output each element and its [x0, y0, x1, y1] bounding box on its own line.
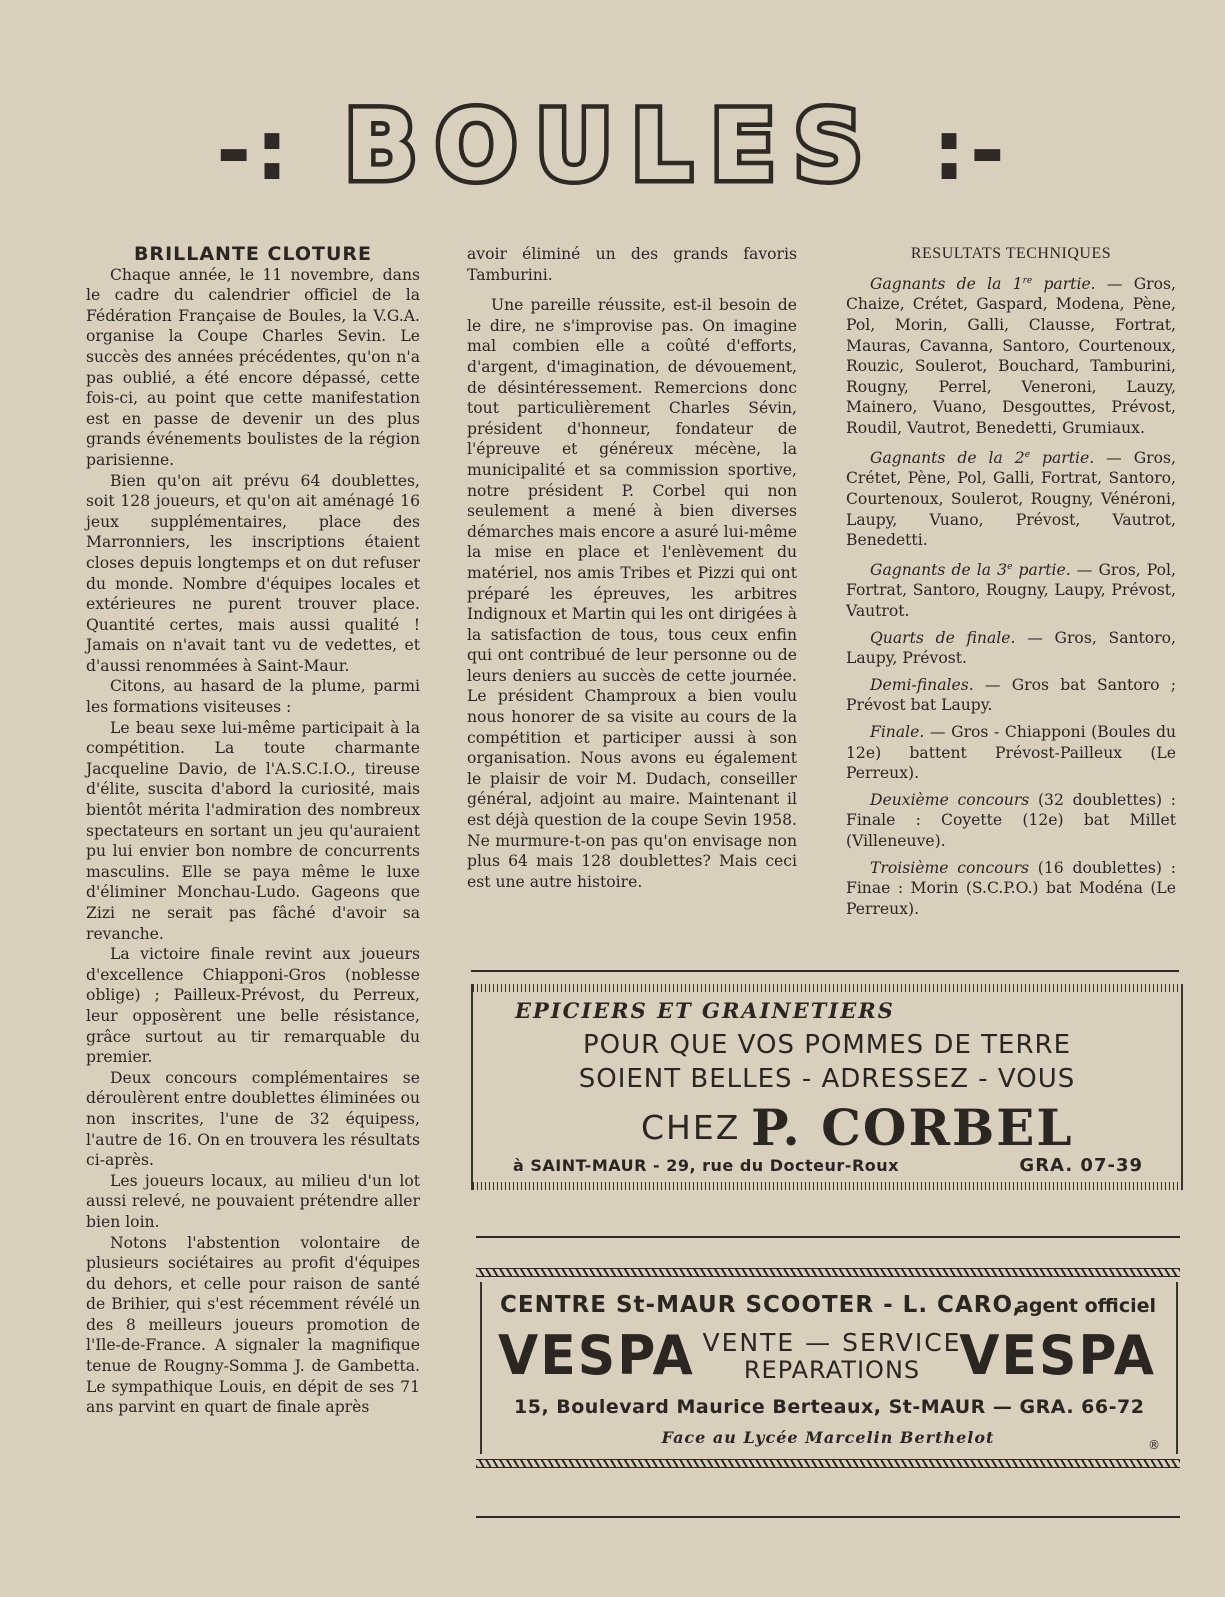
result-entry: Gagnants de la 1re partie. — Gros, Chaize, Crétet, Gaspard, Modena, Pène, Pol, Morin, Galli, Clausse, Fortrat, Mauras, Cavanna, Santoro, Courtenoux, Rouzic, Soulerot, Bouchard, Tamburini, Rougny, Perrel, Veneroni, Lauzy, Mainero, Vuano, Desgouttes, Prévost, Roudil, Vautrot, Benedetti, Grumiaux.	[846, 274, 1176, 437]
ad-services: VENTE — SERVICE	[702, 1328, 962, 1357]
ad-line: SOIENT BELLES - ADRESSEZ - VOUS	[578, 1064, 1076, 1094]
article-paragraph: Deux concours complémentaires se déroulèrent entre doublettes éliminées ou non inscrites, l'une de 32 équipess, l'autre de 16. On en trouvera les résultats ci-après.	[86, 1068, 420, 1170]
vespa-logo-left: VESPA	[498, 1324, 695, 1388]
ad-address: 15, Boulevard Maurice Berteaux, St-MAUR — GRA. 66-72	[514, 1396, 1145, 1418]
article-column-2	[467, 244, 797, 892]
masthead-decoration-right: :-	[932, 101, 1009, 199]
ad-shop-name: P. CORBEL	[751, 1098, 1074, 1157]
results-column	[846, 244, 1176, 919]
ad-border-top	[473, 984, 1181, 992]
ad-agent: agent officiel	[1016, 1295, 1156, 1317]
result-entry: Finale. — Gros - Chiapponi (Boules du 12e) battent Prévost-Pailleux (Le Perreux).	[846, 723, 1176, 783]
result-entry: Deuxième concours (32 doublettes) : Finale : Coyette (12e) bat Millet (Villeneuve).	[846, 790, 1176, 850]
masthead-decoration-left: -:	[216, 101, 293, 199]
ad-braid-border-top	[476, 1268, 1180, 1277]
divider-rule	[471, 970, 1179, 972]
ad-title: EPICIERS ET GRAINETIERS	[515, 998, 895, 1023]
article-paragraph: La victoire finale revint aux joueurs d'excellence Chiapponi-Gros (noblesse oblige) ; Pailleux-Prévost, du Perreux, leur opposèrent une belle résistance, grâce surtout au tir remarquable du premier.	[86, 945, 420, 1067]
article-paragraph: Notons l'abstention volontaire de plusieurs sociétaires au profit d'équipes du dehors, et celle pour raison de santé de Brihier, qui s'est récemment révélé un des 8 meilleurs joueurs promotion de l'Ile-de-France. A signaler la magnifique tenue de Rougny-Somma J. de Gambetta. Le sympathique Louis, en dépit de ses 71 ans parvint en quart de finale après	[86, 1233, 420, 1417]
divider-rule	[476, 1516, 1180, 1518]
result-entry: Gagnants de la 2e partie. — Gros, Crétet, Pène, Pol, Galli, Fortrat, Santoro, Courtenoux, Soulerot, Rougny, Vénéroni, Laupy, Vuano, Prévost, Vautrot, Benedetti.	[846, 448, 1176, 550]
ad-services: REPARATIONS	[743, 1356, 921, 1384]
article-paragraph: Le beau sexe lui-même participait à la compétition. La toute charmante Jacqueline Davio, de l'A.S.C.I.O., tireuse d'élite, suscita d'abord la curiosité, mais bientôt mérita l'admiration des nombreux spectateurs en sortant un jeu qu'auraient pu lui envier bon nombre de concurrents masculins. Elle se paya même le luxe d'éliminer Monchau-Ludo. Gageons que Zizi ne serait pas fâché d'avoir sa revanche.	[86, 718, 420, 943]
ad-location-note: Face au Lycée Marcelin Berthelot	[661, 1428, 995, 1447]
ad-phone: GRA. 07-39	[1019, 1155, 1143, 1176]
registered-mark: ®	[1148, 1438, 1160, 1452]
corbel-advertisement	[471, 984, 1183, 1190]
article-paragraph: avoir éliminé un des grands favoris Tamburini.	[467, 245, 797, 284]
result-entry: Demi-finales. — Gros bat Santoro ; Prévost bat Laupy.	[846, 675, 1176, 715]
divider-rule	[476, 1236, 1180, 1238]
article-paragraph: Citons, au hasard de la plume, parmi les formations visiteuses :	[86, 677, 420, 717]
article-paragraph: Les joueurs locaux, au milieu d'un lot aussi relevé, ne pouvaient prétendre aller bien loin.	[86, 1171, 420, 1231]
article-heading: BRILLANTE CLOTURE	[133, 243, 373, 265]
article-paragraph: Chaque année, le 11 novembre, dans le cadre du calendrier officiel de la Fédération Française de Boules, la V.G.A. organise la Coupe Charles Sevin. Le succès des années précédentes, qu'on n'a pas oublié, a été encore dépassé, cette fois-ci, au point que cette manifestation est en passe de devenir un des plus grands événements boulistes de la région parisienne.	[86, 265, 420, 469]
vespa-advertisement	[476, 1268, 1180, 1468]
results-heading: RESULTATS TECHNIQUES	[910, 245, 1112, 262]
ad-border-bottom	[473, 1182, 1181, 1190]
article-paragraph: Bien qu'on ait prévu 64 doublettes, soit 128 joueurs, et qu'on ait aménagé 16 jeux supplémentaires, place des Marronniers, les inscriptions étaient closes depuis longtemps et on dut refuser du monde. Nombre d'équipes locales et extérieures ne purent trouver place. Quantité certes, mais aussi qualité ! Jamais on n'avait tant vu de vedettes, et d'aussi renommées à Saint-Maur.	[86, 471, 420, 675]
result-entry: Gagnants de la 3e partie. — Gros, Pol, Fortrat, Santoro, Rougny, Laupy, Prévost, Vautrot.	[846, 560, 1176, 621]
masthead	[0, 90, 1225, 202]
ad-braid-border-bottom	[476, 1459, 1180, 1468]
ad-address: à SAINT-MAUR - 29, rue du Docteur-Roux	[513, 1156, 899, 1175]
article-column-1	[86, 244, 420, 1418]
ad-chez: CHEZ	[641, 1108, 741, 1147]
result-entry: Troisième concours (16 doublettes) : Finae : Morin (S.C.P.O.) bat Modéna (Le Perreux).	[846, 858, 1176, 918]
vespa-logo-right: VESPA	[959, 1324, 1156, 1388]
result-entry: Quarts de finale. — Gros, Santoro, Laupy, Prévost.	[846, 628, 1176, 668]
ad-headline: CENTRE St-MAUR SCOOTER - L. CARO,	[500, 1292, 1023, 1318]
ad-line: POUR QUE VOS POMMES DE TERRE	[582, 1030, 1072, 1060]
article-paragraph: Une pareille réussite, est-il besoin de le dire, ne s'improvise pas. On imagine mal combien elle a coûté d'efforts, d'argent, d'imagination, de dévouement, de désintéressement. Remercions donc tout particulièrement Charles Sévin, président d'honneur, fondateur de l'épreuve et généreux mécène, la municipalité et sa commission sportive, notre président P. Corbel qui non seulement a mené à bien diverses démarches mais encore a asuré lui-même la mise en place et l'enlèvement du matériel, nos amis Tribes et Pizzi qui ont préparé les épreuves, les arbitres Indignoux et Martin qui les ont dirigées à la satisfaction de tous, tous ceux enfin qui ont contribué de leur personne ou de leurs deniers au succès de cette journée. Le président Champroux a bien voulu nous honorer de sa visite au cours de la compétition et participer aussi à son organisation. Nous avons eu également le plaisir de voir M. Dudach, conseiller général, adjoint au maire. Maintenant il est déjà question de la coupe Sevin 1958. Ne murmure-t-on pas qu'on envisage non plus 64 mais 128 doublettes? Mais ceci est une autre histoire.	[467, 296, 797, 891]
masthead-title: BOULES	[344, 90, 881, 202]
